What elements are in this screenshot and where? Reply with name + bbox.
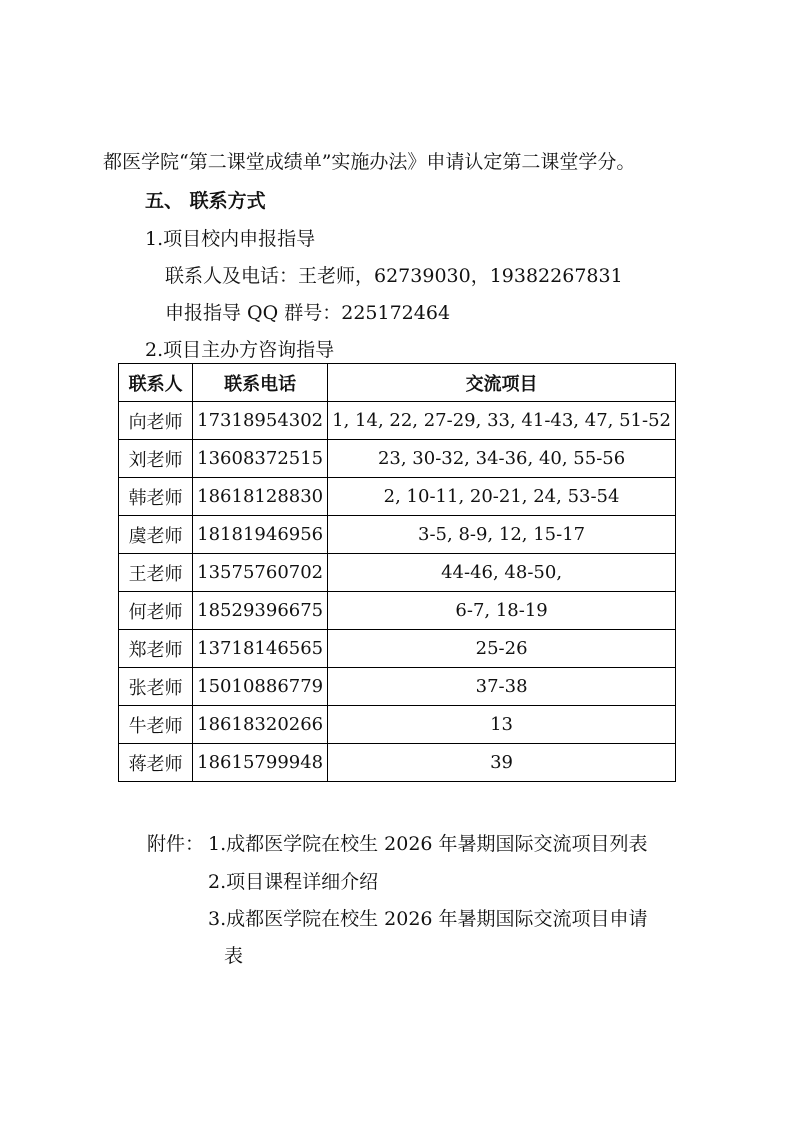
- cell-phone: 18529396675: [193, 592, 328, 630]
- attachment-3: 3.成都医学院在校生 2026 年暑期国际交流项目申请: [208, 908, 648, 930]
- table-row: [119, 402, 676, 440]
- section-heading-contact: 五、 联系方式: [145, 190, 266, 212]
- cell-projects: 1, 14, 22, 27-29, 33, 41-43, 47, 51-52: [328, 402, 676, 440]
- attachments-label: 附件：: [147, 833, 205, 855]
- table-row: [119, 630, 676, 668]
- cell-contact: 何老师: [119, 592, 193, 630]
- cell-phone: 18618320266: [193, 706, 328, 744]
- cell-phone: 13575760702: [193, 554, 328, 592]
- cell-contact: 王老师: [119, 554, 193, 592]
- attachment-2: 2.项目课程详细介绍: [208, 871, 379, 893]
- cell-contact: 向老师: [119, 402, 193, 440]
- cell-projects: 44-46, 48-50,: [328, 554, 676, 592]
- cell-projects: 25-26: [328, 630, 676, 668]
- qq-group-line: 申报指导 QQ 群号：225172464: [165, 302, 451, 324]
- cell-phone: 15010886779: [193, 668, 328, 706]
- cell-phone: 18618128830: [193, 478, 328, 516]
- cell-contact: 张老师: [119, 668, 193, 706]
- table-row: [119, 554, 676, 592]
- cell-phone: 13608372515: [193, 440, 328, 478]
- attachment-1: 1.成都医学院在校生 2026 年暑期国际交流项目列表: [208, 833, 648, 855]
- cell-phone: 13718146565: [193, 630, 328, 668]
- table-row: [119, 706, 676, 744]
- table-header-row: [119, 364, 676, 402]
- header-phone: 联系电话: [193, 364, 328, 402]
- cell-projects: 37-38: [328, 668, 676, 706]
- table-row: [119, 516, 676, 554]
- cell-phone: 17318954302: [193, 402, 328, 440]
- cell-contact: 牛老师: [119, 706, 193, 744]
- cell-projects: 13: [328, 706, 676, 744]
- table-row: [119, 440, 676, 478]
- cell-contact: 虞老师: [119, 516, 193, 554]
- cell-phone: 18181946956: [193, 516, 328, 554]
- subheading-campus-guidance: 1.项目校内申报指导: [145, 228, 316, 250]
- cell-contact: 郑老师: [119, 630, 193, 668]
- cell-contact: 韩老师: [119, 478, 193, 516]
- cell-phone: 18615799948: [193, 744, 328, 782]
- cell-contact: 刘老师: [119, 440, 193, 478]
- paragraph-continuation: 都医学院“第二课堂成绩单”实施办法》申请认定第二课堂学分。: [103, 151, 636, 173]
- cell-projects: 23, 30-32, 34-36, 40, 55-56: [328, 440, 676, 478]
- table-row: [119, 592, 676, 630]
- subheading-organizer-guidance: 2.项目主办方咨询指导: [145, 339, 335, 361]
- attachment-3-continued: 表: [224, 945, 244, 967]
- header-contact-person: 联系人: [119, 364, 193, 402]
- cell-projects: 39: [328, 744, 676, 782]
- cell-projects: 3-5, 8-9, 12, 15-17: [328, 516, 676, 554]
- cell-projects: 6-7, 18-19: [328, 592, 676, 630]
- cell-contact: 蒋老师: [119, 744, 193, 782]
- header-projects: 交流项目: [328, 364, 676, 402]
- table-row: [119, 668, 676, 706]
- contacts-table: [118, 363, 676, 782]
- contact-person-line: 联系人及电话：王老师，62739030，19382267831: [165, 265, 623, 287]
- table-row: [119, 744, 676, 782]
- table-row: [119, 478, 676, 516]
- cell-projects: 2, 10-11, 20-21, 24, 53-54: [328, 478, 676, 516]
